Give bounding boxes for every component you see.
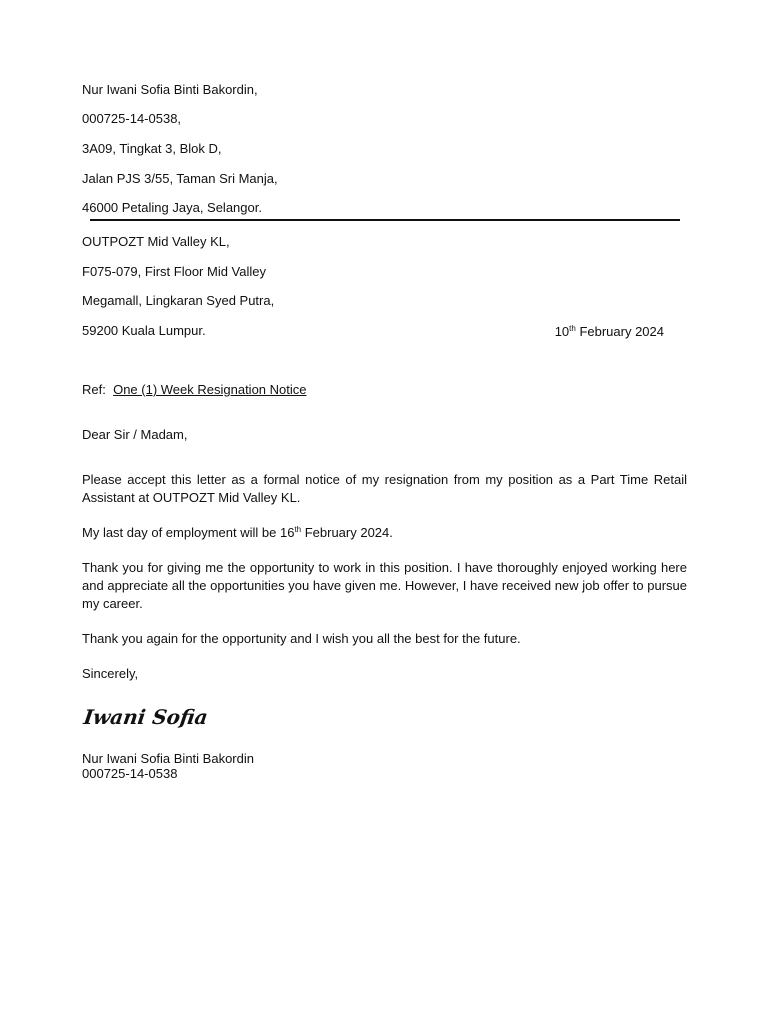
signoff-name: Nur Iwani Sofia Binti Bakordin [82, 751, 254, 766]
body-paragraph-4: Thank you again for the opportunity and I wish you all the best for the future. [82, 631, 521, 646]
recipient-address-line3: 59200 Kuala Lumpur. [82, 323, 206, 338]
date-suffix: th [569, 324, 576, 333]
signoff-ic: 000725-14-0538 [82, 766, 178, 781]
sender-name: Nur Iwani Sofia Binti Bakordin, [82, 82, 258, 97]
last-day-suffix: th [294, 525, 302, 534]
separator-rule [90, 219, 680, 221]
body-paragraph-3: Thank you for giving me the opportunity to work in this position. I have thoroughly enjoyed working here and appreciate all the opportunities you have given me. However, I have received new job offer to pursue my career. [82, 560, 687, 611]
last-day-text: My last day of employment will be 16 [82, 525, 295, 540]
sender-address-line2: Jalan PJS 3/55, Taman Sri Manja, [82, 171, 278, 186]
salutation: Dear Sir / Madam, [82, 427, 188, 442]
sender-ic: 000725-14-0538, [82, 111, 182, 126]
handwritten-signature: Iwani Sofia [82, 705, 210, 729]
date-day: 10 [554, 324, 570, 339]
recipient-company: OUTPOZT Mid Valley KL, [82, 234, 230, 249]
ref-line [82, 382, 307, 398]
last-day-rest: February 2024. [301, 525, 393, 540]
sender-address-line1: 3A09, Tingkat 3, Blok D, [82, 141, 222, 156]
recipient-address-line1: F075-079, First Floor Mid Valley [82, 264, 266, 279]
recipient-address-line2: Megamall, Lingkaran Syed Putra, [82, 293, 275, 308]
ref-label: Ref: [82, 382, 106, 397]
sender-address-line3: 46000 Petaling Jaya, Selangor. [82, 200, 262, 215]
ref-subject: One (1) Week Resignation Notice [113, 382, 307, 397]
closing: Sincerely, [82, 666, 139, 681]
body-paragraph-2 [82, 524, 687, 542]
letter-date [555, 324, 664, 340]
body-paragraph-1: Please accept this letter as a formal notice of my resignation from my position as a Part Time Retail Assistant at OUTPOZT Mid Valley KL. [82, 472, 687, 505]
date-rest: February 2024 [575, 324, 664, 339]
